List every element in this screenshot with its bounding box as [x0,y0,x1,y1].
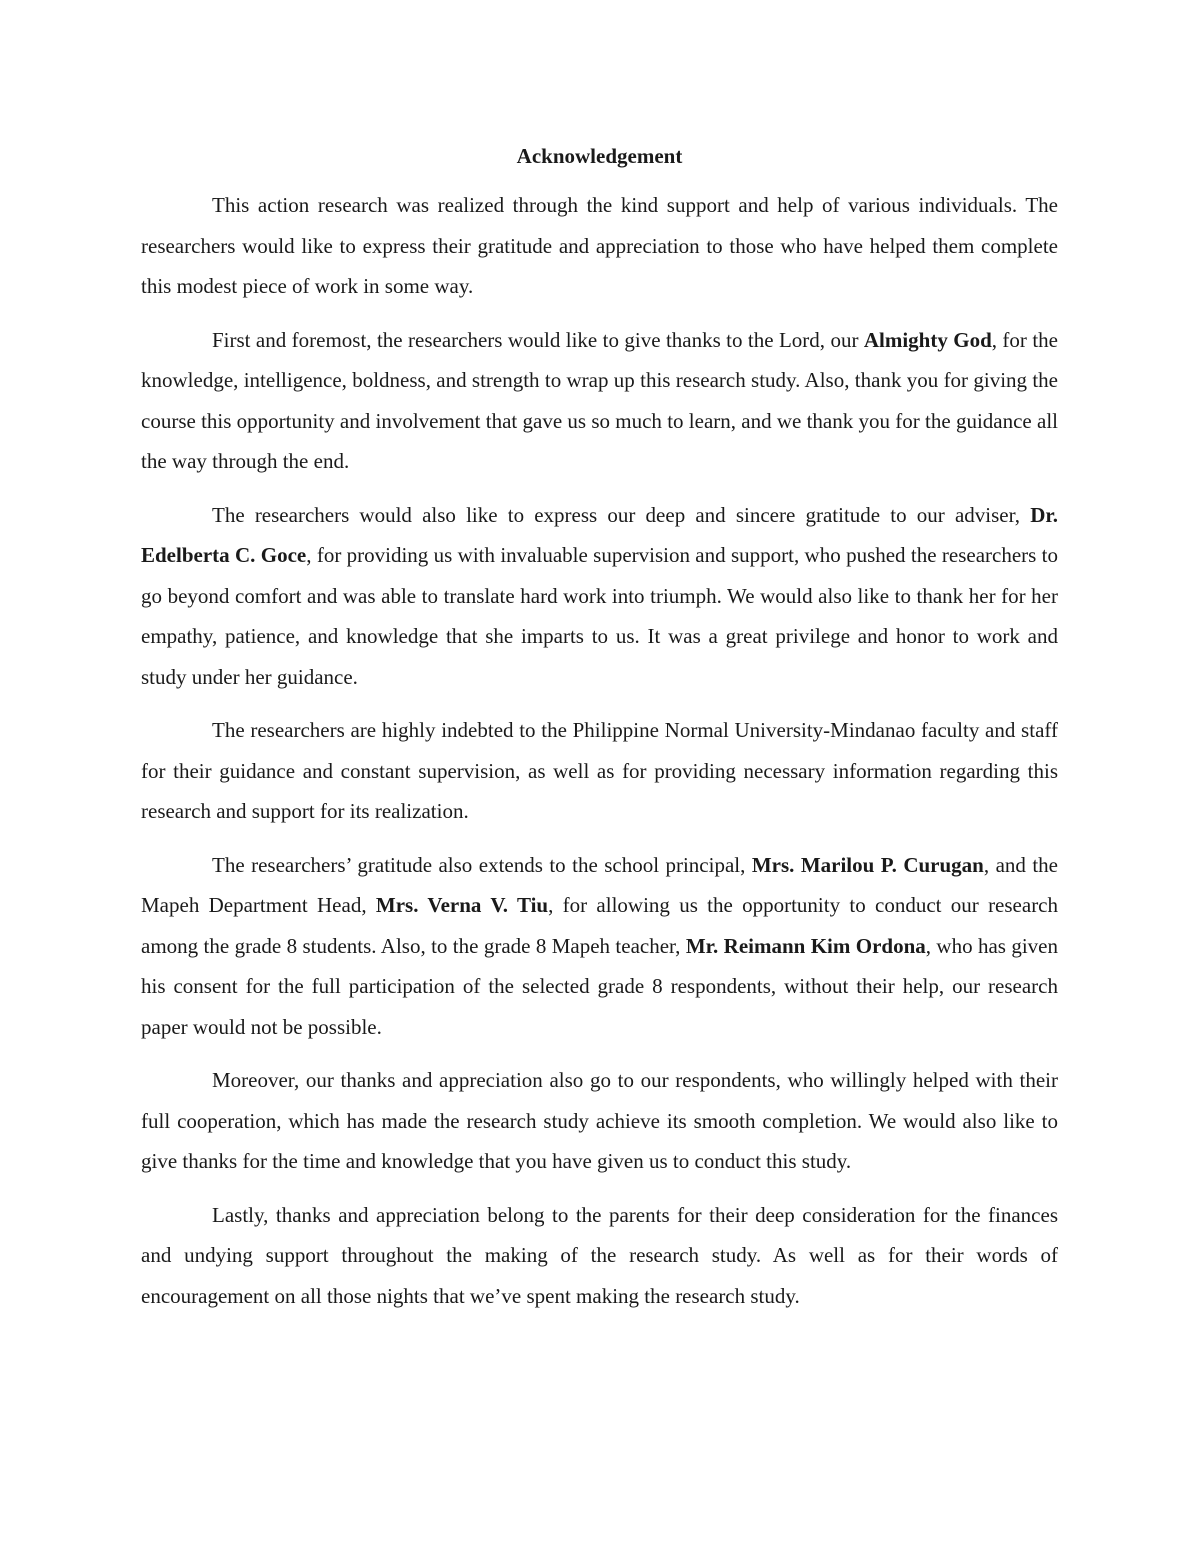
paragraph-text: This action research was realized through the kind support and help of various individuals. The researchers would like to express their gratitude and appreciation to those who have helped them complete this modest piece of work in some way. [141,193,1058,298]
paragraph-text: , who has given his consent for the full participation of the selected grade 8 respondents, without their help, our research paper would not be possible. [141,933,1058,1039]
paragraph-text: Moreover, our thanks and appreciation also go to our respondents, who willingly helped with their full cooperation, which has made the research study achieve its smooth completion. We would also like to give thanks for the time and knowledge that you have given us to conduct this study. [141,1068,1058,1173]
paragraph-text: The researchers’ gratitude also extends to the school principal, [212,852,752,877]
paragraph-text: , and the Mapeh Department Head, [141,852,1058,917]
paragraph [141,320,1058,482]
document-body [141,140,1058,1329]
paragraph-text: The researchers are highly indebted to the Philippine Normal University-Mindanao faculty and staff for their guidance and constant supervision, as well as for providing necessary information regarding this research and support for its realization. [141,718,1058,823]
paragraph [141,845,1058,1048]
bold-name-text: Mr. Reimann Kim Ordona [685,933,926,958]
bold-name-text: Dr. Edelberta C. Goce [141,502,1058,567]
paragraph-text: , for allowing us the opportunity to conduct our research among the grade 8 students. Also, to the grade 8 Mapeh teacher, [141,893,1059,958]
paragraph-text: Lastly, thanks and appreciation belong to the parents for their deep consideration for the finances and undying support throughout the making of the research study. As well as for their words of encouragement on all those nights that we’ve spent making the research study. [141,1202,1058,1308]
paragraph-list [141,185,1058,1316]
paragraph [141,1195,1058,1317]
paragraph-text: , for the knowledge, intelligence, boldness, and strength to wrap up this research study. Also, thank you for giving the course this opportunity and involvement that gave us so much to learn, and we thank you for the guidance all the way through the end. [141,327,1058,473]
paragraph-text: , for providing us with invaluable supervision and support, who pushed the researchers to go beyond comfort and was able to translate hard work into triumph. We would also like to thank her for her empathy, patience, and knowledge that she imparts to us. It was a great privilege and honor to work and study under her guidance. [141,543,1058,689]
paragraph [141,185,1058,307]
paragraph [141,1060,1058,1182]
bold-name-text: Mrs. Marilou P. Curugan [751,852,984,877]
bold-name-text: Mrs. Verna V. Tiu [375,893,549,917]
document-title: Acknowledgement [516,144,683,168]
paragraph-text: First and foremost, the researchers would like to give thanks to the Lord, our [212,327,864,352]
bold-name-text: Almighty God [863,327,992,352]
paragraph [141,710,1058,832]
paragraph-text: The researchers would also like to express our deep and sincere gratitude to our adviser, [212,502,1031,527]
paragraph [141,495,1058,698]
